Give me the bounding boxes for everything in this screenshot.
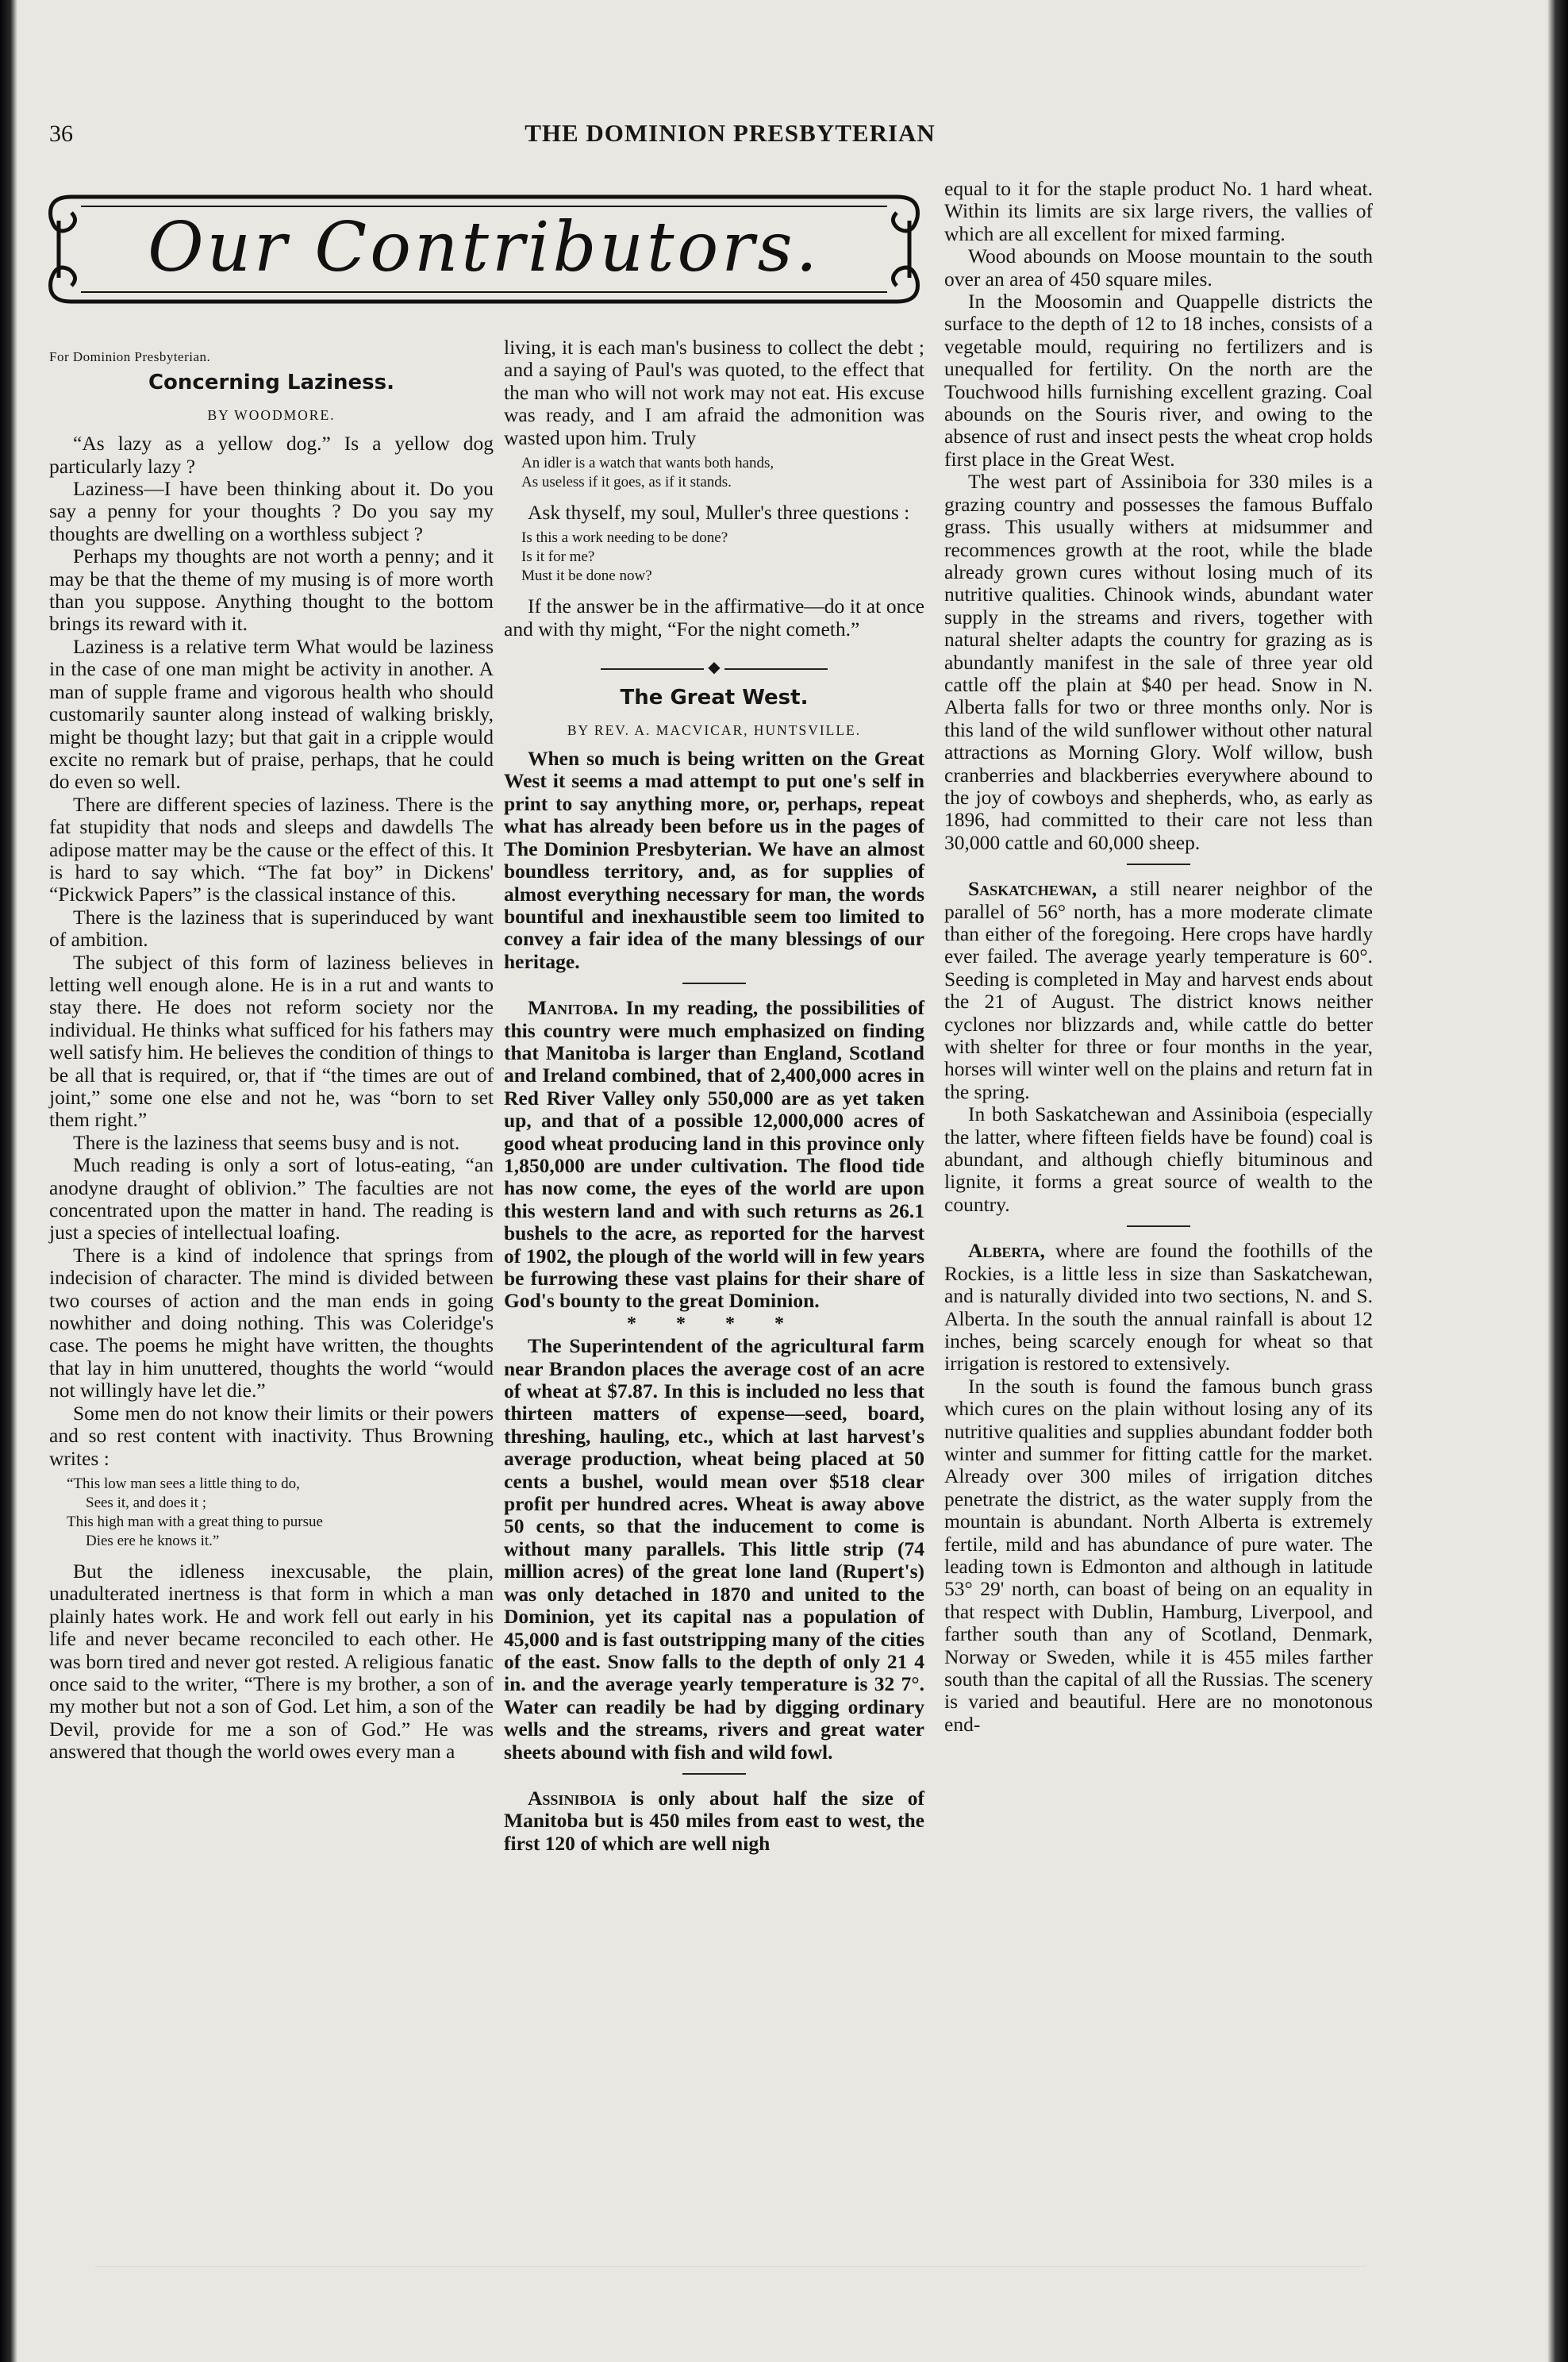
paragraph: The subject of this form of laziness believes in letting well enough alone. He is in a rut and wants to stay there. He does not reform society nor the individual. He thinks what sufficed for his fathers may well satisfy him. He believes the condition of things to be all that is required, or, that if “the times are out of joint,” some one else and not he, was “born to set them right.”	[49, 950, 494, 1132]
verse-line: As useless if it goes, as if it stands.	[521, 474, 732, 491]
paragraph: There is a kind of indolence that springs from indecision of character. The mind is divided between two courses of action and the man ends in going nowhither and doing nothing. This was Coleridge's case. The poems he might have written, the thoughts that lay in him unuttered, thoughts the world “would not willingly have let die.”	[49, 1243, 494, 1402]
paragraph: The west part of Assiniboia for 330 miles is a grazing country and possesses the famous Buffalo grass. This usually withers at midsummer and recommences growth at the root, while the blade already grown cures without losing much of its nutritive qualities. Chinook winds, abundant water supply in the streams and rivers, together with natural shelter adapts the country for grazing as is abundantly manifest in the sale of three year old cattle off the plain at $40 per head. Snow in N. Alberta falls for two or three months only. Nor is this land of the wild sunflower without other natural attractions as Morning Glory. Wolf willow, bush cranberries and blackberries everywhere abound to the joy of cowboys and shepherds, who, as early as 1896, had committed to their care not less than 30,000 cattle and 60,000 sheep.	[944, 470, 1373, 854]
article-byline-great-west: BY REV. A. MACVICAR, HUNTSVILLE.	[567, 721, 862, 738]
paragraph	[944, 1240, 1373, 1375]
paragraph: Wood abounds on Moose mountain to the south over an area of 450 square miles.	[944, 244, 1373, 290]
verse-line: An idler is a watch that wants both hands,	[521, 455, 774, 472]
article-title-laziness: Concerning Laziness.	[148, 371, 395, 395]
paragraph: When so much is being written on the Great West it seems a mad attempt to put one's self in print to say anything more, or, perhaps, repeat what has already been before us in the pages of The Dominion Presbyterian. We have an almost boundless territory, and, as for supplies of almost everything necessary for man, the words bountiful and inexhaustible seem too limited to convey a fair idea of the many blessings of our heritage.	[504, 747, 924, 973]
paragraph: In both Saskatchewan and Assiniboia (especially the latter, where fifteen fields have be found) coal is abundant, and although chiefly bituminous and lignite, it forms a great source of wealth to the country.	[944, 1102, 1373, 1216]
paragraph: equal to it for the staple product No. 1 hard wheat. Within its limits are six large rivers, the vallies of which are all excellent for mixed farming.	[944, 177, 1373, 245]
verse-line: This high man with a great thing to pursue	[67, 1513, 323, 1530]
browning-verse	[67, 1475, 494, 1551]
paragraph	[504, 1787, 924, 1855]
paragraph-text: where are found the foothills of the Rockies, is a little less in size than Saskatchewan, and is naturally divided into two sections, N. and S. Alberta. In the south the annual rainfall is about 12 inches, being scarcely enough for wheat so that irrigation is restored to extensively.	[944, 1239, 1374, 1375]
section-lead: Alberta,	[968, 1239, 1045, 1263]
section-lead: Assiniboia	[528, 1786, 617, 1810]
verse-line: Is this a work needing to be done?	[521, 529, 728, 547]
paragraph: living, it is each man's business to collect the debt ; and a saying of Paul's was quoted, to the effect that the man who will not work may not eat. His excuse was ready, and I am afraid the admonition was wasted upon him. Truly	[504, 336, 924, 449]
paragraph-text: is only about half the size of Manitoba but is 450 miles from east to west, the first 120 of which are well nigh	[504, 1786, 924, 1855]
paragraph: Some men do not know their limits or their powers and so rest content with inactivity. Thus Browning writes :	[49, 1401, 494, 1470]
paragraph: But the idleness inexcusable, the plain, unadulterated inertness is that form in which a man plainly hates work. He and work fell out early in his life and never became reconciled to each other. He was born tired and never got rested. A religious fanatic once said to the writer, “There is my brother, a son of my mother but not a son of God. Let him, a son of the Devil, provide for me a son of God.” He was answered that though the world owes every man a	[49, 1559, 494, 1764]
section-ornament: ◆	[504, 656, 924, 679]
paragraph-text: a still nearer neighbor of the parallel of 56° north, has a more moderate climate than either of the foregoing. Here crops have hardly ever failed. The average yearly temperature is 60°. Seeding is completed in May and harvest ends about the 21 of August. The district knows neither cyclones nor blizzards and, while cattle do better with shelter for three or four months in the year, horses will winter well on the plains and return fat in the spring.	[944, 877, 1374, 1103]
paragraph: Perhaps my thoughts are not worth a penny; and it may be that the theme of my musing is of more worth than you suppose. Anything thought to the bottom brings its reward with it.	[49, 544, 494, 636]
paragraph: There is the laziness that seems busy and is not.	[73, 1130, 460, 1154]
verse-line: Is it for me?	[521, 548, 595, 566]
paragraph: Much reading is only a sort of lotus-eating, “an anodyne draught of oblivion.” The faculties are not concentrated upon the matter in hand. The reading is just a species of intellectual loafing.	[49, 1153, 494, 1244]
paragraph: In the south is found the famous bunch grass which cures on the plain without losing any of its nutritive qualities and supplies abundant fodder both winter and summer for fitting cattle for the market. Already over 300 miles of irrigation ditches penetrate the district, as the water supply from the mountain is abundant. North Alberta is extremely fertile, mild and has abundance of pure water. The leading town is Edmonton and although in latitude 53° 29' north, can boast of being on an equality in that respect with Dublin, Hamburg, Liverpool, and farther south than any of Scotland, Denmark, Norway or Sweden, while it is 455 miles farther south than the capital of all the Russias. The scenery is varied and beautiful. Here are no monotonous end-	[944, 1374, 1373, 1736]
scan-noise	[95, 2266, 1365, 2291]
paragraph: Ask thyself, my soul, Muller's three questions :	[528, 501, 910, 525]
column-3	[944, 178, 1373, 1736]
paragraph: If the answer be in the affirmative—do it at once and with thy might, “For the night cometh.”	[504, 594, 924, 641]
verse-line: Must it be done now?	[521, 567, 652, 585]
paragraph: There are different species of laziness. There is the fat stupidity that nods and sleeps and dawdells The adipose matter may be the cause or the effect of this. It is hard to say which. “The fat boy” in Dickens' “Pickwick Papers” is the classical instance of this.	[49, 792, 494, 906]
section-lead: Saskatchewan,	[968, 877, 1097, 901]
column-2	[504, 337, 924, 1855]
paragraph: The Superintendent of the agricultural farm near Brandon places the average cost of an acre of wheat at $7.87. In this is included no less that thirteen matters of expense—seed, board, threshing, hauling, etc., which at last harvest's average production, wheat being placed at 50 cents a bushel, would mean over $518 clear profit per hundred acres. Wheat is away above 50 cents, so that the inducement to come is without many parallels. This little strip (74 million acres) of the great lone land (Rupert's) was only detached in 1870 and united to the Dominion, yet its capital nas a population of 45,000 and is fast outstripping many of the cities of the east. Snow falls to the depth of only 21 4 in. and the average yearly temperature is 32 7°. Water can readily be had by digging ordinary wells and the streams, rivers and great water sheets abound with fish and wild fowl.	[504, 1334, 924, 1764]
muller-questions	[521, 529, 924, 586]
section-rule	[682, 1773, 746, 1775]
article-title-great-west: The Great West.	[620, 686, 809, 710]
section-lead: Manitoba.	[528, 996, 619, 1020]
column-1	[49, 346, 494, 1764]
idler-verse	[521, 454, 924, 492]
paragraph-text: In my reading, the possibilities of this country were much emphasized on finding that Manitoba is larger than England, Scotland and Ireland combined, that of 2,400,000 acres in Red River Valley only 550,000 are as yet taken up, and that of a possible 12,000,000 acres of good wheat producing land in this province only 1,850,000 are under cultivation. The flood tide has now come, the eyes of the world are upon this western land and with such returns as 26.1 bushels to the acre, as reported for the harvest of 1902, the plough of the world will in few years be furrowing these vast plains for their share of God's bounty to the great Dominion.	[504, 996, 924, 1313]
great-west-body	[504, 748, 924, 1855]
banner-title: Our Contributors.	[148, 208, 821, 287]
paragraph	[944, 878, 1373, 1103]
paragraph: In the Moosomin and Quappelle districts the surface to the depth of 12 to 18 inches, consists of a vegetable mould, requiring no fertilizers and is unequalled for fertility. On the north are the Touchwood hills furnishing excellent grazing. Coal abounds on the Souris river, and owing to the absence of rust and insect pests the wheat crop holds first place in the Great West.	[944, 290, 1373, 471]
scan-edge-right	[1547, 0, 1568, 2362]
section-rule	[1127, 864, 1190, 865]
page-number: 36	[49, 121, 73, 147]
verse-line: Dies ere he knows it.”	[86, 1532, 220, 1549]
paragraph: Laziness is a relative term What would be laziness in the case of one man might be activity in another. A man of supple frame and vigorous health who should customarily saunter along instead of walking briskly, might be thought lazy; but that gait in a cripple would excite no remark but of praise, perhaps, that he could do even so well.	[49, 634, 494, 794]
section-rule	[1127, 1225, 1190, 1227]
paragraph: There is the laziness that is superinduced by want of ambition.	[49, 905, 494, 952]
article-byline-laziness: BY WOODMORE.	[207, 406, 336, 423]
verse-line: Sees it, and does it ;	[86, 1494, 206, 1511]
section-stars: * * * *	[627, 1313, 801, 1334]
paragraph	[504, 997, 924, 1313]
journal-title: THE DOMINION PRESBYTERIAN	[525, 119, 936, 147]
article-credit: For Dominion Presbyterian.	[49, 349, 211, 364]
paragraph: “As lazy as a yellow dog.” Is a yellow dog particularly lazy ?	[49, 432, 494, 478]
paragraph: Laziness—I have been thinking about it. Do you say a penny for your thoughts ? Do you say my thoughts are dwelling on a worthless subject ?	[49, 477, 494, 545]
scan-edge-left	[0, 0, 17, 2362]
section-rule	[682, 983, 746, 984]
contributors-banner	[40, 173, 928, 325]
verse-line: “This low man sees a little thing to do,	[67, 1475, 300, 1492]
